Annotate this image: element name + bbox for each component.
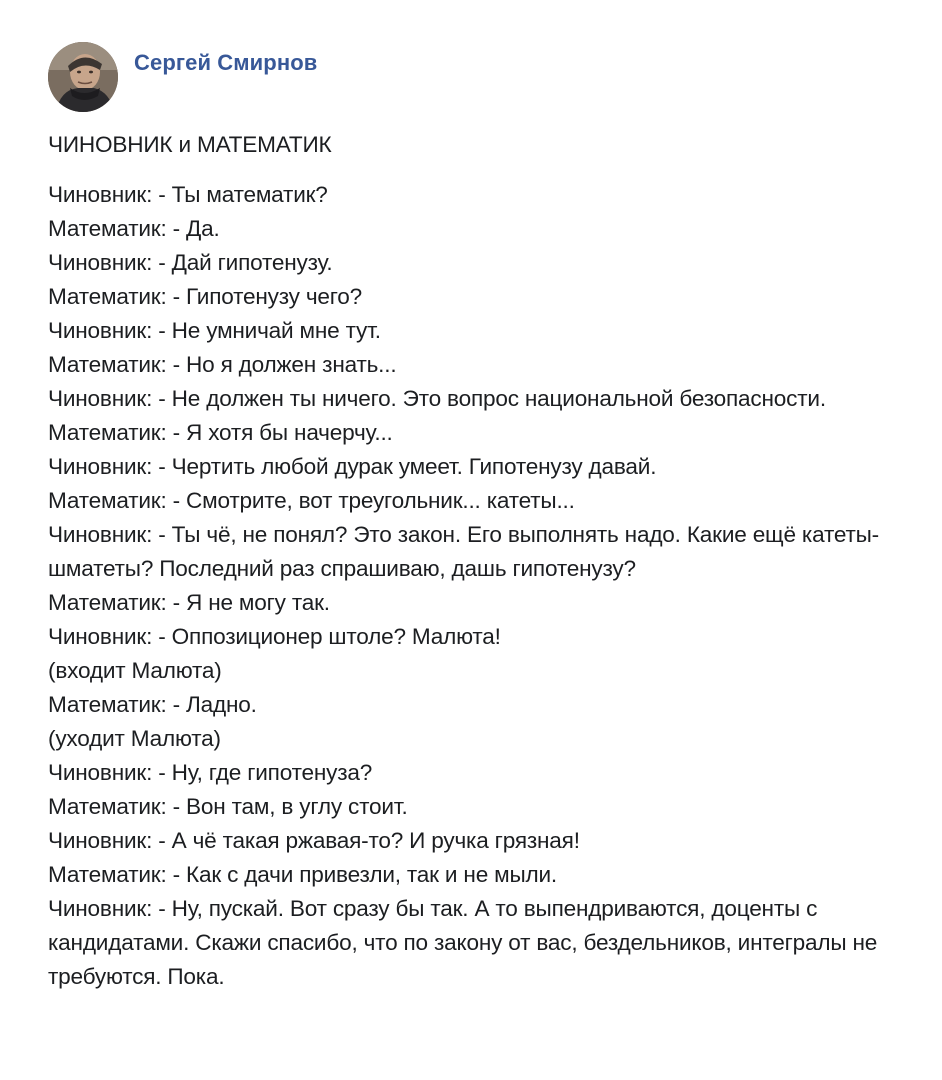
dialogue-line: Математик: - Но я должен знать...	[48, 352, 397, 377]
dialogue-line: Чиновник: - Ну, где гипотенуза?	[48, 760, 373, 785]
dialogue-line: Математик: - Смотрите, вот треугольник... катеты...	[48, 488, 575, 513]
dialogue-line: Математик: - Вон там, в углу стоит.	[48, 794, 408, 819]
post-header	[48, 42, 317, 114]
dialogue-line: Чиновник: - Оппозиционер штоле? Малюта!	[48, 624, 501, 649]
stage-direction: (входит Малюта)	[48, 658, 222, 683]
post-text	[48, 128, 908, 994]
avatar[interactable]	[48, 42, 118, 112]
dialogue-line: Математик: - Гипотенузу чего?	[48, 284, 363, 309]
dialogue-line: Чиновник: - Не умничай мне тут.	[48, 318, 381, 343]
stage-direction: (уходит Малюта)	[48, 726, 221, 751]
dialogue-line: Чиновник: - Дай гипотенузу.	[48, 250, 333, 275]
dialogue-line: Чиновник: - Ну, пускай. Вот сразу бы так. А то выпендриваются, доценты с кандидатами. Скажи спасибо, что по закону от вас, бездельников, интегралы не требуются. Пока.	[48, 896, 878, 989]
dialogue-line: Математик: - Да.	[48, 216, 220, 241]
dialogue-line: Математик: - Я не могу так.	[48, 590, 330, 615]
dialogue-line: Чиновник: - Чертить любой дурак умеет. Гипотенузу давай.	[48, 454, 657, 479]
dialogue-line: Чиновник: - Ты чё, не понял? Это закон. Его выполнять надо. Какие ещё катеты-шматеты? Последний раз спрашиваю, дашь гипотенузу?	[48, 522, 879, 581]
dialogue-line: Чиновник: - Ты математик?	[48, 182, 328, 207]
dialogue-line: Чиновник: - Не должен ты ничего. Это вопрос национальной безопасности.	[48, 386, 826, 411]
dialogue-line: Математик: - Я хотя бы начерчу...	[48, 420, 393, 445]
author-name[interactable]: Сергей Смирнов	[134, 50, 318, 75]
dialogue-line: Математик: - Ладно.	[48, 692, 257, 717]
dialogue-line: Математик: - Как с дачи привезли, так и не мыли.	[48, 862, 557, 887]
post-title: ЧИНОВНИК и МАТЕМАТИК	[48, 132, 332, 157]
person-photo-icon	[48, 42, 118, 112]
dialogue-line: Чиновник: - А чё такая ржавая-то? И ручка грязная!	[48, 828, 580, 853]
